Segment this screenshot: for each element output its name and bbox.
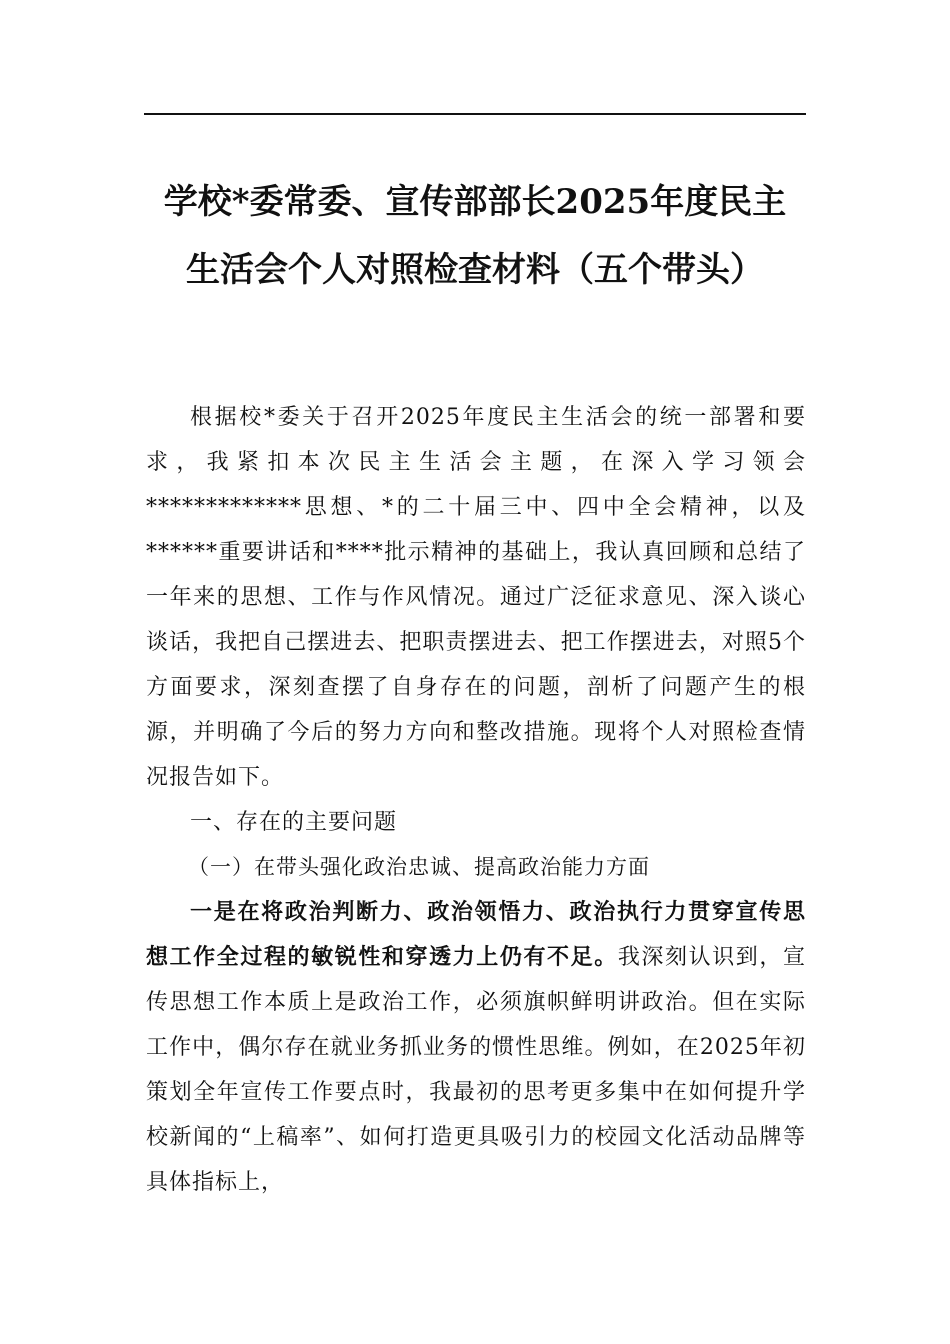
title-line-2: 生活会个人对照检查材料（五个带头） — [186, 250, 764, 290]
header-rule — [144, 113, 806, 115]
point-lead: 一是在将政治判断力、政治领悟力、政治执行力贯穿宣传思想工作全过程的敏锐性和穿透力上仍有不足。 — [146, 899, 806, 970]
document-body — [146, 395, 806, 1205]
point-body: 我深刻认识到，宣传思想工作本质上是政治工作，必须旗帜鲜明讲政治。但在实际工作中，偶尔存在就业务抓业务的惯性思维。例如，在2025年初策划全年宣传工作要点时，我最初的思考更多集中在如何提升学校新闻的“上稿率”、如何打造更具吸引力的校园文化活动品牌等具体指标上， — [146, 945, 806, 1195]
intro-paragraph: 根据校*委关于召开2025年度民主生活会的统一部署和要求，我紧扣本次民主生活会主题，在深入学习领会*************思想、*的二十届三中、四中全会精神，以及******重要讲话和****批示精神的基础上，我认真回顾和总结了一年来的思想、工作与作风情况。通过广泛征求意见、深入谈心谈话，我把自己摆进去、把职责摆进去、把工作摆进去，对照5个方面要求，深刻查摆了自身存在的问题，剖析了问题产生的根源，并明确了今后的努力方向和整改措施。现将个人对照检查情况报告如下。 — [146, 405, 806, 790]
title-line-1: 学校*委常委、宣传部部长2025年度民主 — [163, 182, 787, 222]
subsection-heading: （一）在带头强化政治忠诚、提高政治能力方面 — [188, 855, 650, 879]
point-paragraph — [146, 890, 806, 1205]
document-title — [144, 168, 806, 304]
section-heading: 一、存在的主要问题 — [190, 810, 398, 835]
